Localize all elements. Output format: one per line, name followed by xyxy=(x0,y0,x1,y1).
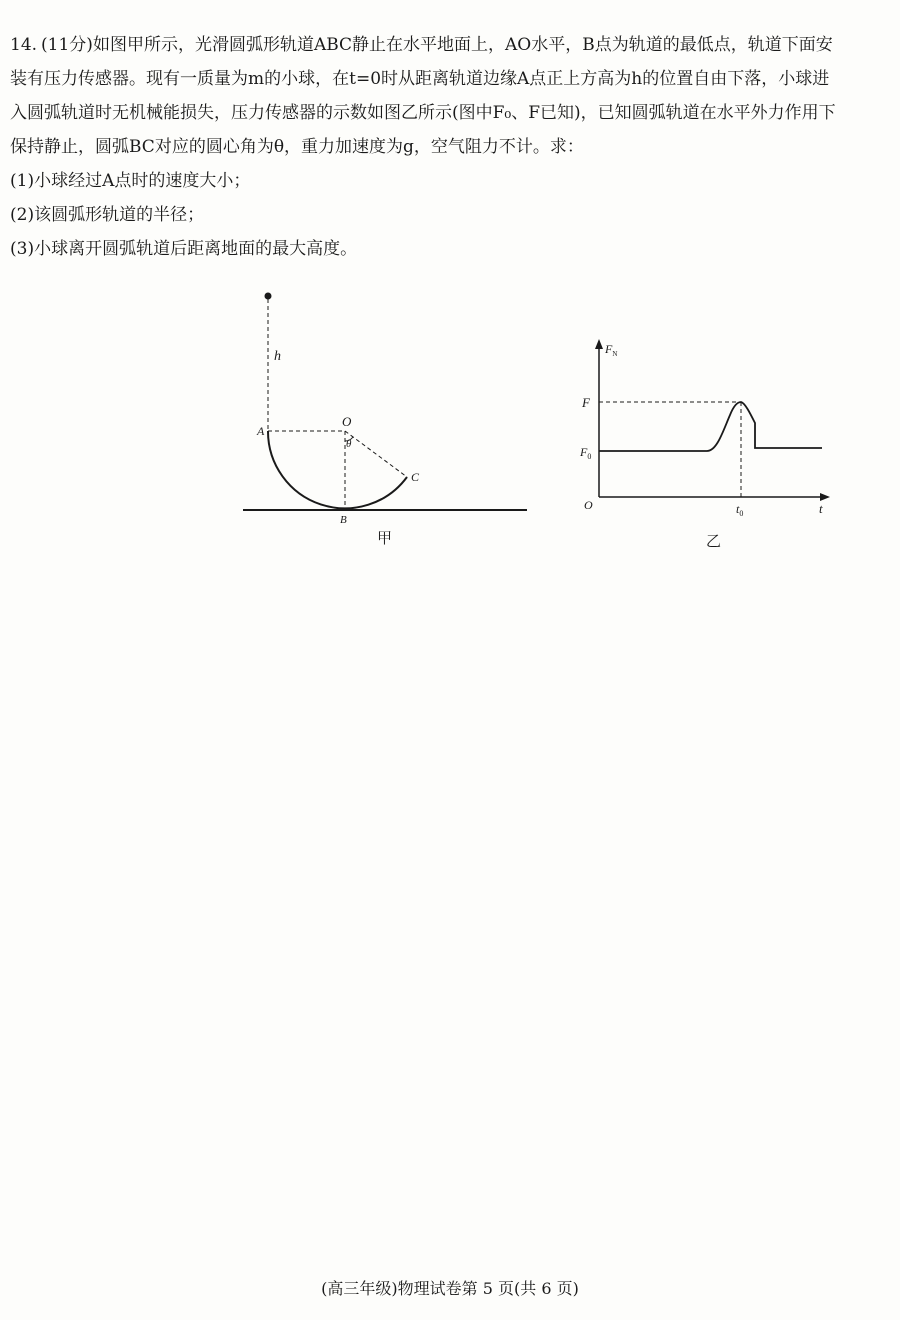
figure-b-caption: 乙 xyxy=(706,532,722,550)
label-t0: $t_0$ xyxy=(736,502,744,518)
label-a: A xyxy=(257,424,265,438)
x-axis-label: t xyxy=(819,501,823,516)
label-h: h xyxy=(274,349,281,364)
label-c: C xyxy=(411,470,420,484)
question-1: (1)小球经过A点时的速度大小； xyxy=(10,171,251,191)
label-b: B xyxy=(340,514,347,525)
figure-a-track-diagram xyxy=(235,285,535,525)
figure-b-force-time-graph xyxy=(575,335,840,525)
question-2: (2)该圆弧形轨道的半径； xyxy=(10,205,205,225)
x-axis-arrow xyxy=(820,493,830,501)
force-curve xyxy=(599,402,822,451)
problem-14 xyxy=(10,28,840,266)
ball-start-dot xyxy=(265,293,272,300)
oc-dashed xyxy=(345,431,407,477)
label-f0: $F_0$ xyxy=(580,445,592,461)
y-axis-label: $F_N$ xyxy=(605,342,618,358)
label-f-peak: F xyxy=(582,395,590,410)
problem-stem xyxy=(10,28,840,164)
label-origin: O xyxy=(584,498,593,512)
label-theta: θ xyxy=(346,438,352,450)
y-axis-arrow xyxy=(595,339,603,349)
page-footer: (高三年级)物理试卷第 5 页(共 6 页) xyxy=(321,1279,579,1298)
figure-a-caption: 甲 xyxy=(377,529,393,547)
problem-number: 14. xyxy=(10,35,38,55)
question-3: (3)小球离开圆弧轨道后距离地面的最大高度。 xyxy=(10,239,358,259)
label-o: O xyxy=(342,414,352,429)
track-arc xyxy=(268,431,407,508)
problem-stem-text: (11分)如图甲所示，光滑圆弧形轨道ABC静止在水平地面上，AO水平，B点为轨道的最低点，轨道下面安装有压力传感器。现有一质量为m的小球，在t=0时从距离轨道边缘A点正上方高为h的位置自由下落，小球进入圆弧轨道时无机械能损失，压力传感器的示数如图乙所示(图中F₀、F已知)，已知圆弧轨道在水平外力作用下保持静止，圆弧BC对应的圆心角为θ，重力加速度为g，空气阻力不计。求： xyxy=(10,35,836,157)
